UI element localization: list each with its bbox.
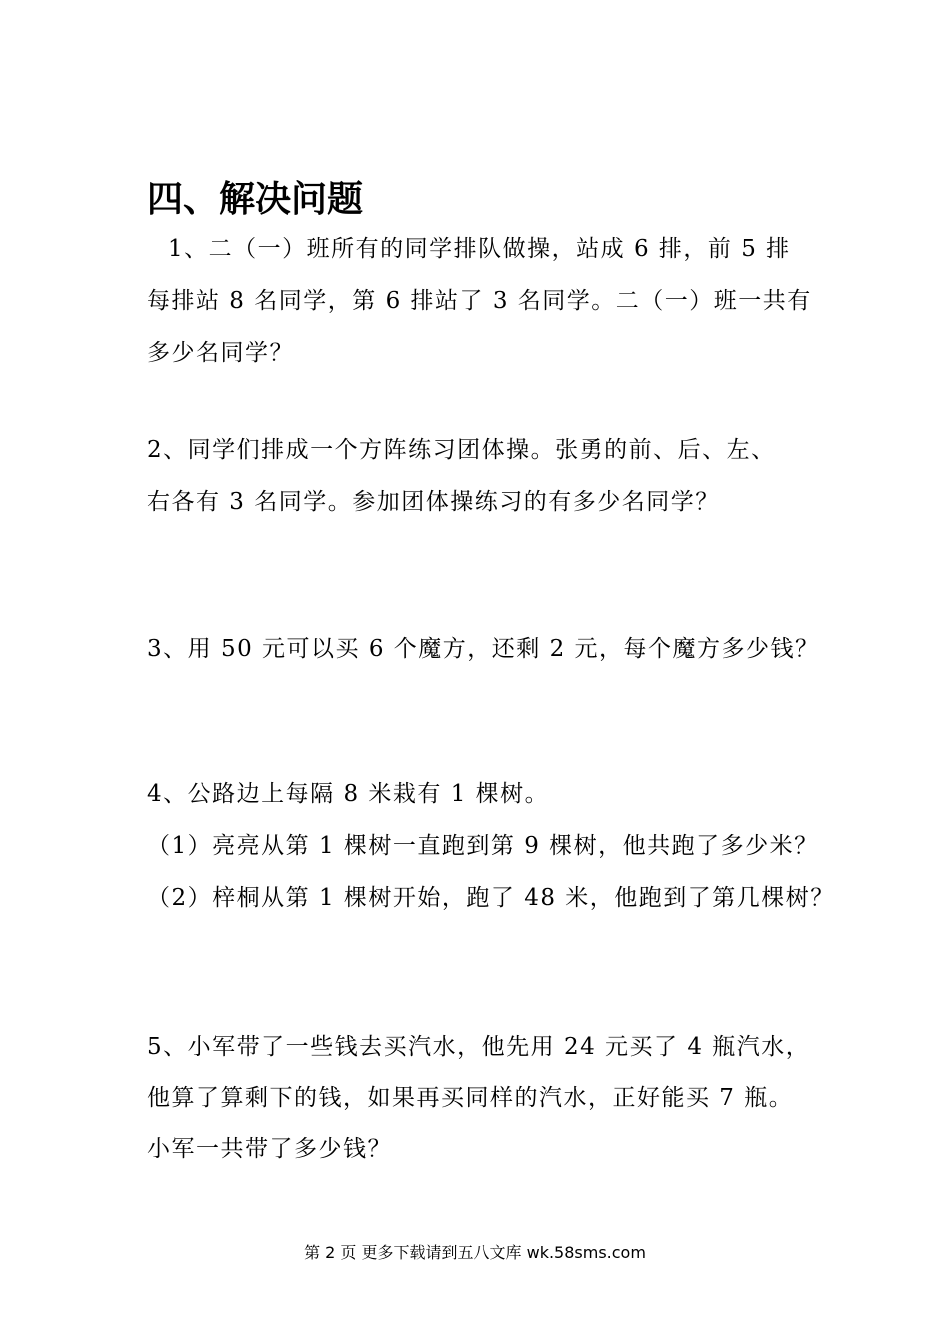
problem-5-line-3: 小军一共带了多少钱？ [147, 1136, 392, 1162]
problem-2-line-1: 2、同学们排成一个方阵练习团体操。张勇的前、后、左、 [147, 437, 776, 463]
problem-5-line-2: 他算了算剩下的钱，如果再买同样的汽水，正好能买 7 瓶。 [147, 1085, 794, 1111]
problem-1-line-2: 每排站 8 名同学，第 6 排站了 3 名同学。二（一）班一共有 [147, 288, 812, 314]
problem-1-line-3: 多少名同学？ [147, 340, 294, 366]
problem-4-line-1: 4、公路边上每隔 8 米栽有 1 棵树。 [147, 781, 550, 807]
problem-1-line-1: 1、二（一）班所有的同学排队做操，站成 6 排，前 5 排 [168, 236, 791, 262]
problem-5-line-1: 5、小军带了一些钱去买汽水，他先用 24 元买了 4 瓶汽水， [147, 1034, 811, 1060]
section-title: 四、解决问题 [147, 179, 364, 220]
page-footer: 第 2 页 更多下载请到五八文库 wk.58sms.com [304, 1243, 646, 1262]
problem-4-subquestion-1: （1）亮亮从第 1 棵树一直跑到第 9 棵树，他共跑了多少米？ [147, 833, 819, 859]
problem-4-subquestion-2: （2）梓桐从第 1 棵树开始，跑了 48 米，他跑到了第几棵树？ [147, 885, 835, 911]
problem-2-line-2: 右各有 3 名同学。参加团体操练习的有多少名同学？ [147, 489, 720, 515]
problem-3-line-1: 3、用 50 元可以买 6 个魔方，还剩 2 元，每个魔方多少钱？ [147, 636, 820, 662]
